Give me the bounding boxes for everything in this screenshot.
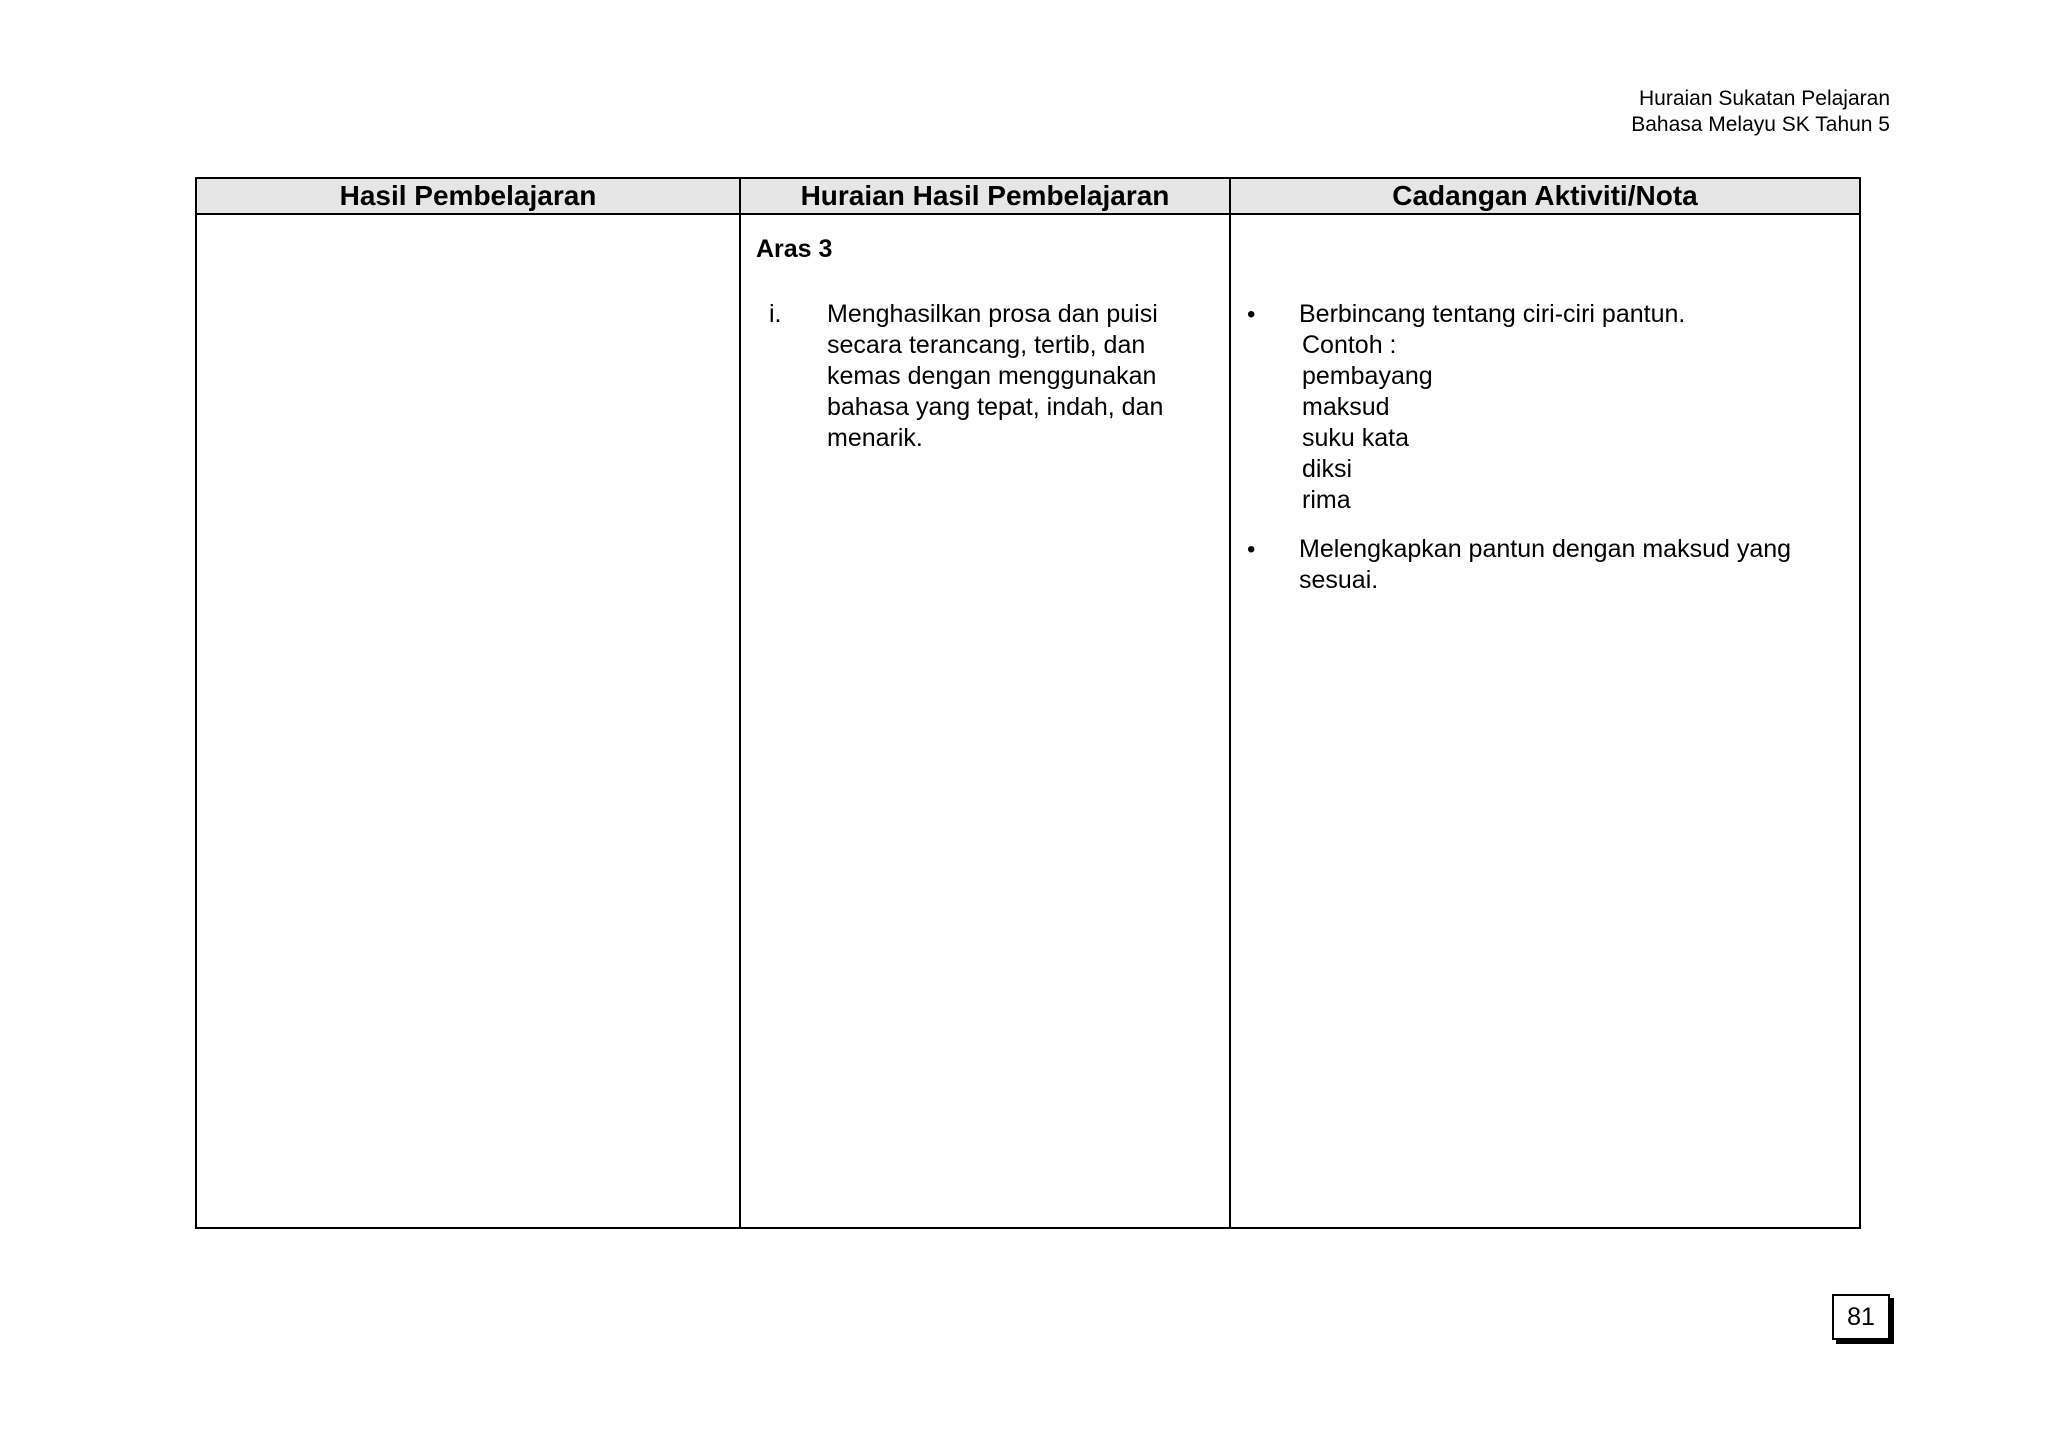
description-item-text: Menghasilkan prosa dan puisi secara terancang, tertib, dan kemas dengan menggunakan bahasa yang tepat, indah, dan menarik. <box>827 300 1164 452</box>
header-document-title: Huraian Sukatan Pelajaran <box>1639 87 1890 110</box>
description-item-marker: i. <box>769 300 782 328</box>
level-heading: Aras 3 <box>756 235 833 263</box>
example-block <box>1299 330 1835 516</box>
activity-text: Melengkapkan pantun dengan maksud yang sesuai. <box>1299 535 1792 594</box>
bullet-icon: • <box>1247 536 1256 563</box>
description-item <box>769 299 1199 454</box>
example-item: suku kata <box>1302 424 1410 452</box>
description-list <box>769 299 1199 454</box>
table-row <box>196 214 1860 1228</box>
page-number: 81 <box>1832 1294 1890 1340</box>
learning-outcome-content <box>197 215 739 1227</box>
activity-text: Berbincang tentang ciri-ciri pantun. <box>1299 300 1686 328</box>
column-header-learning-outcome: Hasil Pembelajaran <box>196 178 740 214</box>
description-cell <box>740 214 1230 1228</box>
activities-cell <box>1230 214 1860 1228</box>
activity-item <box>1245 534 1835 596</box>
activity-item <box>1245 299 1835 516</box>
header-subject-year: Bahasa Melayu SK Tahun 5 <box>1631 113 1890 136</box>
syllabus-table <box>195 177 1861 1229</box>
example-item: rima <box>1302 486 1351 514</box>
column-header-outcome-description: Huraian Hasil Pembelajaran <box>740 178 1230 214</box>
page-header <box>1631 86 1890 138</box>
example-item: maksud <box>1302 393 1390 421</box>
example-item: diksi <box>1302 455 1353 483</box>
activity-list <box>1245 299 1835 614</box>
column-header-activities-notes: Cadangan Aktiviti/Nota <box>1230 178 1860 214</box>
table-header-row <box>196 178 1860 214</box>
example-label: Contoh : <box>1302 331 1397 359</box>
bullet-icon: • <box>1247 301 1256 328</box>
learning-outcome-cell <box>196 214 740 1228</box>
example-item: pembayang <box>1302 362 1433 390</box>
